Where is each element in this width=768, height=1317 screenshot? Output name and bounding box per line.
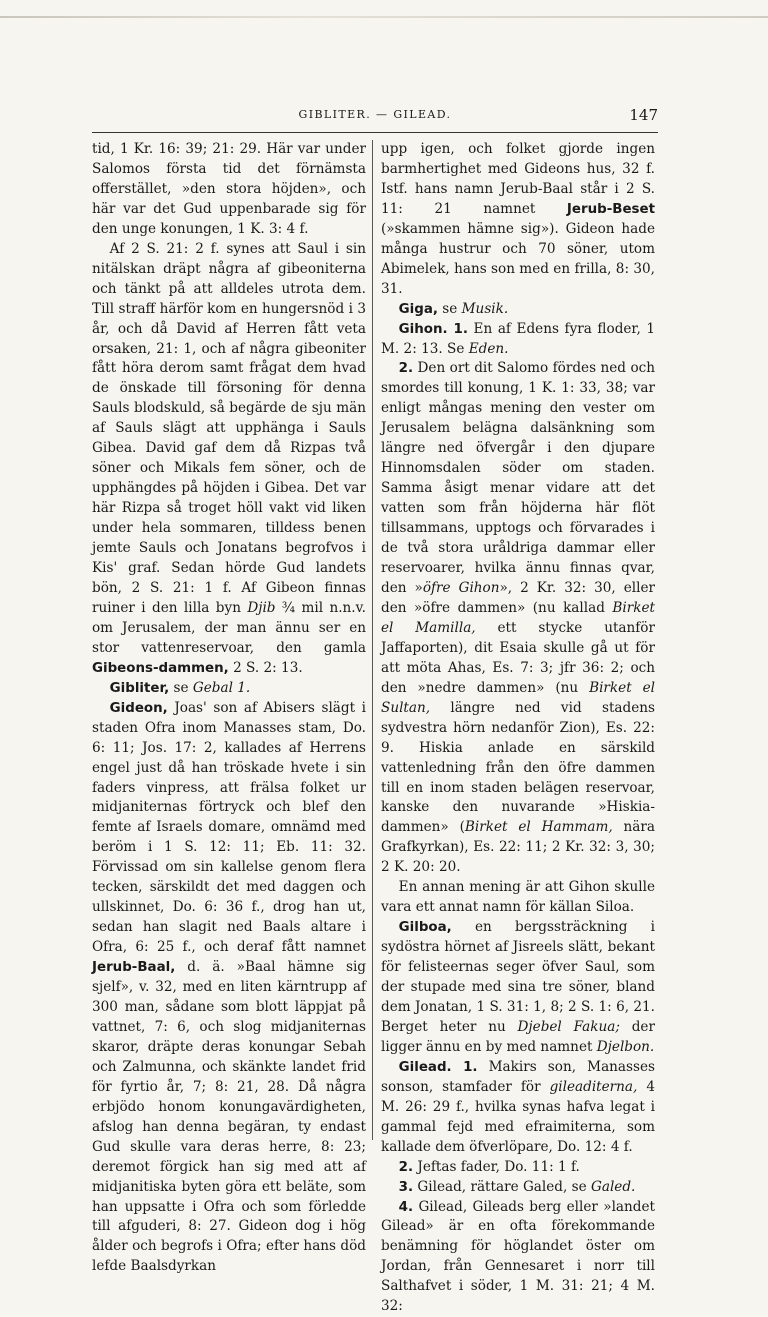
right-column: [381, 140, 655, 1317]
scan-edge: [0, 16, 768, 18]
entry-gihon-2: 2. Den ort dit Salomo fördes ned och smordes till konung, 1 K. 1: 33, 38; var enligt mångas mening den vester om Jerusalem belägna dalsänkning som längre ned öfvergår i den djupare Hinnomsdalen söder om staden. Samma åsigt menar vidare att det vatten som från höjderna här flöt tillsammans, upptogs och förvarades i de två stora uråldriga dammar eller reservoarer, hvilka ännu finnas qvar, den »öfre Gihon», 2 Kr. 32: 30, eller den »öfre dammen» (nu kallad Birket el Mamilla, ett stycke utanför Jaffaporten), dit Esaia skulle gå ut för att möta Ahas, Es. 7: 3; jfr 36: 2; och den »nedre dammen» (nu Birket el Sultan, längre ned vid stadens sydvestra hörn nedanför Zion), Es. 22: 9. Hiskia anlade en särskild vattenledning från den öfre dammen till en inom staden belägen reservoar, kanske den nuvarande »Hiskia-dammen» (Birket el Hammam, nära Grafkyrkan), Es. 22: 11; 2 Kr. 32: 3, 30; 2 K. 20: 20.: [381, 360, 656, 876]
entry-paragraph: En annan mening är att Gihon skulle vara ett annat namn för källan Siloa.: [381, 879, 655, 916]
entry-continuation: upp igen, och folket gjorde ingen barmhertighet med Gideons hus, 32 f. Istf. hans namn Jerub-Baal står i 2 S. 11: 21 namnet Jerub-Beset (»skammen hämne sig»). Gideon hade många hustrur och 70 söner, utom Abimelek, hans son med en frilla, 8: 30, 31.: [381, 141, 655, 297]
entry-gilead-4: 4. Gilead, Gileads berg eller »landet Gilead» är en ofta förekommande benämning för höglandet öster om Jordan, från Gennesaret i norr till Salthafvet i söder, 1 M. 31: 21; 4 M. 32:: [381, 1198, 655, 1315]
entry-gihon-1: Gihon. 1. En af Edens fyra floder, 1 M. 2: 13. Se Eden.: [381, 320, 655, 357]
left-column: [92, 140, 366, 1277]
entry-gilead-3: 3. Gilead, rättare Galed, se Galed.: [398, 1178, 636, 1195]
entry-continuation: tid, 1 Kr. 16: 39; 21: 29. Här var under Salomos första tid det förnämsta offerstället, »den stora höjden», och här var det Gud uppenbarade sig för den unge konungen, 1 K. 3: 4 f.: [92, 141, 366, 237]
running-head: GIBLITER. — GILEAD.: [298, 108, 452, 121]
header-rule: [92, 132, 658, 133]
entry-gibliter: Gibliter, se Gebal 1.: [109, 679, 251, 696]
entry-gilead-2: 2. Jeftas fader, Do. 11: 1 f.: [398, 1158, 580, 1175]
entry-giga: Giga, se Musik.: [398, 300, 509, 317]
entry-gilead-1: Gilead. 1. Makirs son, Manasses sonson, stamfader för gileaditerna, 4 M. 26: 29 f., hvilka synas hafva legat i gammal fejd med efraimiterna, som kallade dem öfverlöpare, Do. 12: 4 f.: [381, 1058, 656, 1155]
entry-gideon: Gideon, Joas' son af Abisers slägt i staden Ofra inom Manasses stam, Do. 6: 11; Jos. 17: 2, kallades af Herrens engel just då han tröskade hvete i sin faders vinpress, att frälsa folket ur midjaniternas förtryck och blef den femte af Israels domare, omnämd med beröm i 1 S. 12: 11; Eb. 11: 32. Förvissad om sin kallelse genom flera tecken, särskildt det med daggen och ullskinnet, Do. 6: 36 f., drog han ut, sedan han slagit ned Baals altare i Ofra, 6: 25 f., och deraf fått namnet Jerub-Baal, d. ä. »Baal hämne sig sjelf», v. 32, med en liten kärntrupp af 300 man, sådane som blott läppjat på vattnet, 7: 6, och slog midjaniternas skaror, dräpte deras konungar Sebah och Zalmunna, och skänkte landet frid för fyrtio år, 7; 8: 21, 28. Då några erbjödo honom konungavärdigheten, afslog han denna begäran, ty endast Gud skulle vara deras herre, 8: 23; deremot förgick han sig med att af midjanitiska byten göra ett beläte, som han uppsatte i Ofra och som förledde till afguderi, 8: 27. Gideon dog i hög ålder och begrofs i Ofra; efter hans död lefde Baalsdyrkan: [92, 699, 366, 1275]
column-divider: [372, 140, 373, 1140]
entry-paragraph: Af 2 S. 21: 2 f. synes att Saul i sin nitälskan dräpt några af gibeoniterna och tänkt på att alldeles utrota dem. Till straff härför kom en hungersnöd i 3 år, och då David af Herren fått veta orsaken, 21: 1, och af några gibeoniter fått höra derom samt frågat dem hvad de önskade till försoning för denna Sauls blodskuld, så begärde de sju män af Sauls slägt att upphänga i Sauls Gibea. David gaf dem då Rizpas två söner och Mikals fem söner, och de upphängdes på höjden i Gibea. Det var här Rizpa så troget höll vakt vid liken under hela sommaren, tilldess benen jemte Sauls och Jonatans begrofvos i Kis' graf. Sedan hörde Gud landets bön, 2 S. 21: 1 f. Af Gibeon finnas ruiner i den lilla byn Djib ¾ mil n.n.v. om Jerusalem, der man ännu ser en stor vattenreservoar, den gamla Gibeons-dammen, 2 S. 2: 13.: [92, 240, 366, 676]
page-number: 147: [629, 106, 658, 124]
page-header: [92, 106, 658, 130]
entry-gilboa: Gilboa, en bergssträckning i sydöstra hörnet af Jisreels slätt, bekant för felisteernas seger öfver Saul, som der stupade med sina tre söner, bland dem Jonatan, 1 S. 31: 1, 8; 2 S. 1: 6, 21. Berget heter nu Djebel Fakua; der ligger ännu en by med namnet Djelbon.: [381, 919, 655, 1055]
